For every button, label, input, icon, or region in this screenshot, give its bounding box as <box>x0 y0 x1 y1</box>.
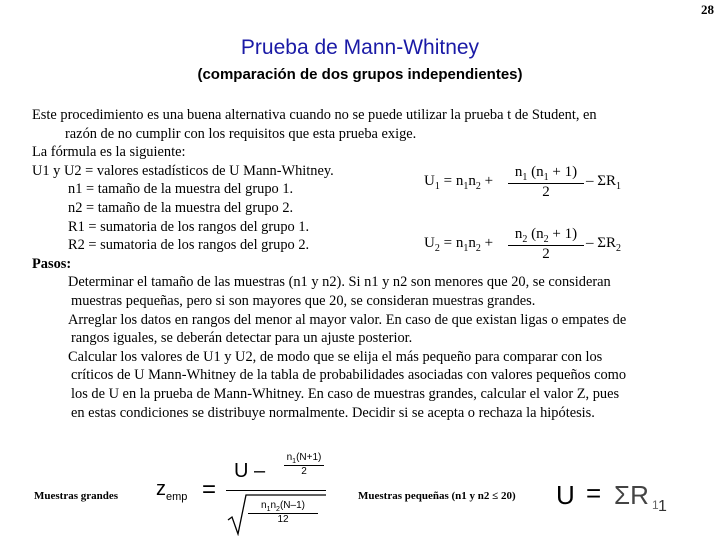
page-number: 28 <box>701 2 714 17</box>
small-samples-label: Muestras pequeñas (n1 y n2 ≤ 20) <box>358 490 516 502</box>
step1-line-1: Determinar el tamaño de las muestras (n1 y n2). Si n1 y n2 son menores que 20, se consideran <box>68 274 611 291</box>
u1-formula: $U_1 = n_1n_2$ + $\frac{n_1 (n_1 + 1)}{2}$ – $\Sigma R_1$ <box>424 164 621 200</box>
intro-line-2: razón de no cumplir con los requisitos que esta prueba exige. <box>65 125 417 142</box>
r2-definition: R2 = sumatoria de los rangos del grupo 2. <box>68 237 310 254</box>
step3-line-4: en estas condiciones se distribuye normalmente. Decidir si se acepta o rechaza la hipótesis. <box>71 404 595 421</box>
z-formula: $z_{emp}$ = U – $n_1(N+1)$ 2 $n_1n_2(N-1)$ 12 <box>156 448 326 536</box>
intro-line-1: Este procedimiento es una buena alternativa cuando no se puede utilizar la prueba t de Student, en <box>32 107 597 123</box>
steps-heading: Pasos: <box>32 255 72 272</box>
step3-line-2: críticos de U Mann-Whitney de la tabla de probabilidades asociadas con valores pequeños como <box>71 367 627 384</box>
step3-line-3: los de U en la prueba de Mann-Whitney. En caso de muestras grandes, calcular el valor Z, pues <box>71 385 620 402</box>
small-u-formula: U = ΣR 1 1 <box>556 478 667 515</box>
page-subtitle: (comparación de dos grupos independientes) <box>197 66 523 83</box>
u-definition: U1 y U2 = valores estadísticos de U Mann-Whitney. <box>32 162 334 179</box>
page-title: Prueba de Mann-Whitney <box>240 36 480 59</box>
n2-definition: n2 = tamaño de la muestra del grupo 2. <box>68 199 294 216</box>
step1-line-2: muestras pequeñas, pero si son mayores que 20, se consideran muestras grandes. <box>71 292 536 309</box>
n1-definition: n1 = tamaño de la muestra del grupo 1. <box>68 181 294 198</box>
step2-line-1: Arreglar los datos en rangos del menor al mayor valor. En caso de que existan ligas o empates de <box>68 311 627 328</box>
large-samples-label: Muestras grandes <box>34 490 119 502</box>
formula-intro: La fórmula es la siguiente: <box>32 144 186 161</box>
u2-formula: $U_2 = n_1n_2$ + $\frac{n_2 (n_2 + 1)}{2}$ – $\Sigma R_2$ <box>424 226 621 262</box>
r1-definition: R1 = sumatoria de los rangos del grupo 1. <box>68 218 310 235</box>
step2-line-2: rangos iguales, se deberán detectar para un ajuste posterior. <box>71 330 413 347</box>
step3-line-1: Calcular los valores de U1 y U2, de modo que se elija el más pequeño para comparar con los <box>68 348 603 365</box>
